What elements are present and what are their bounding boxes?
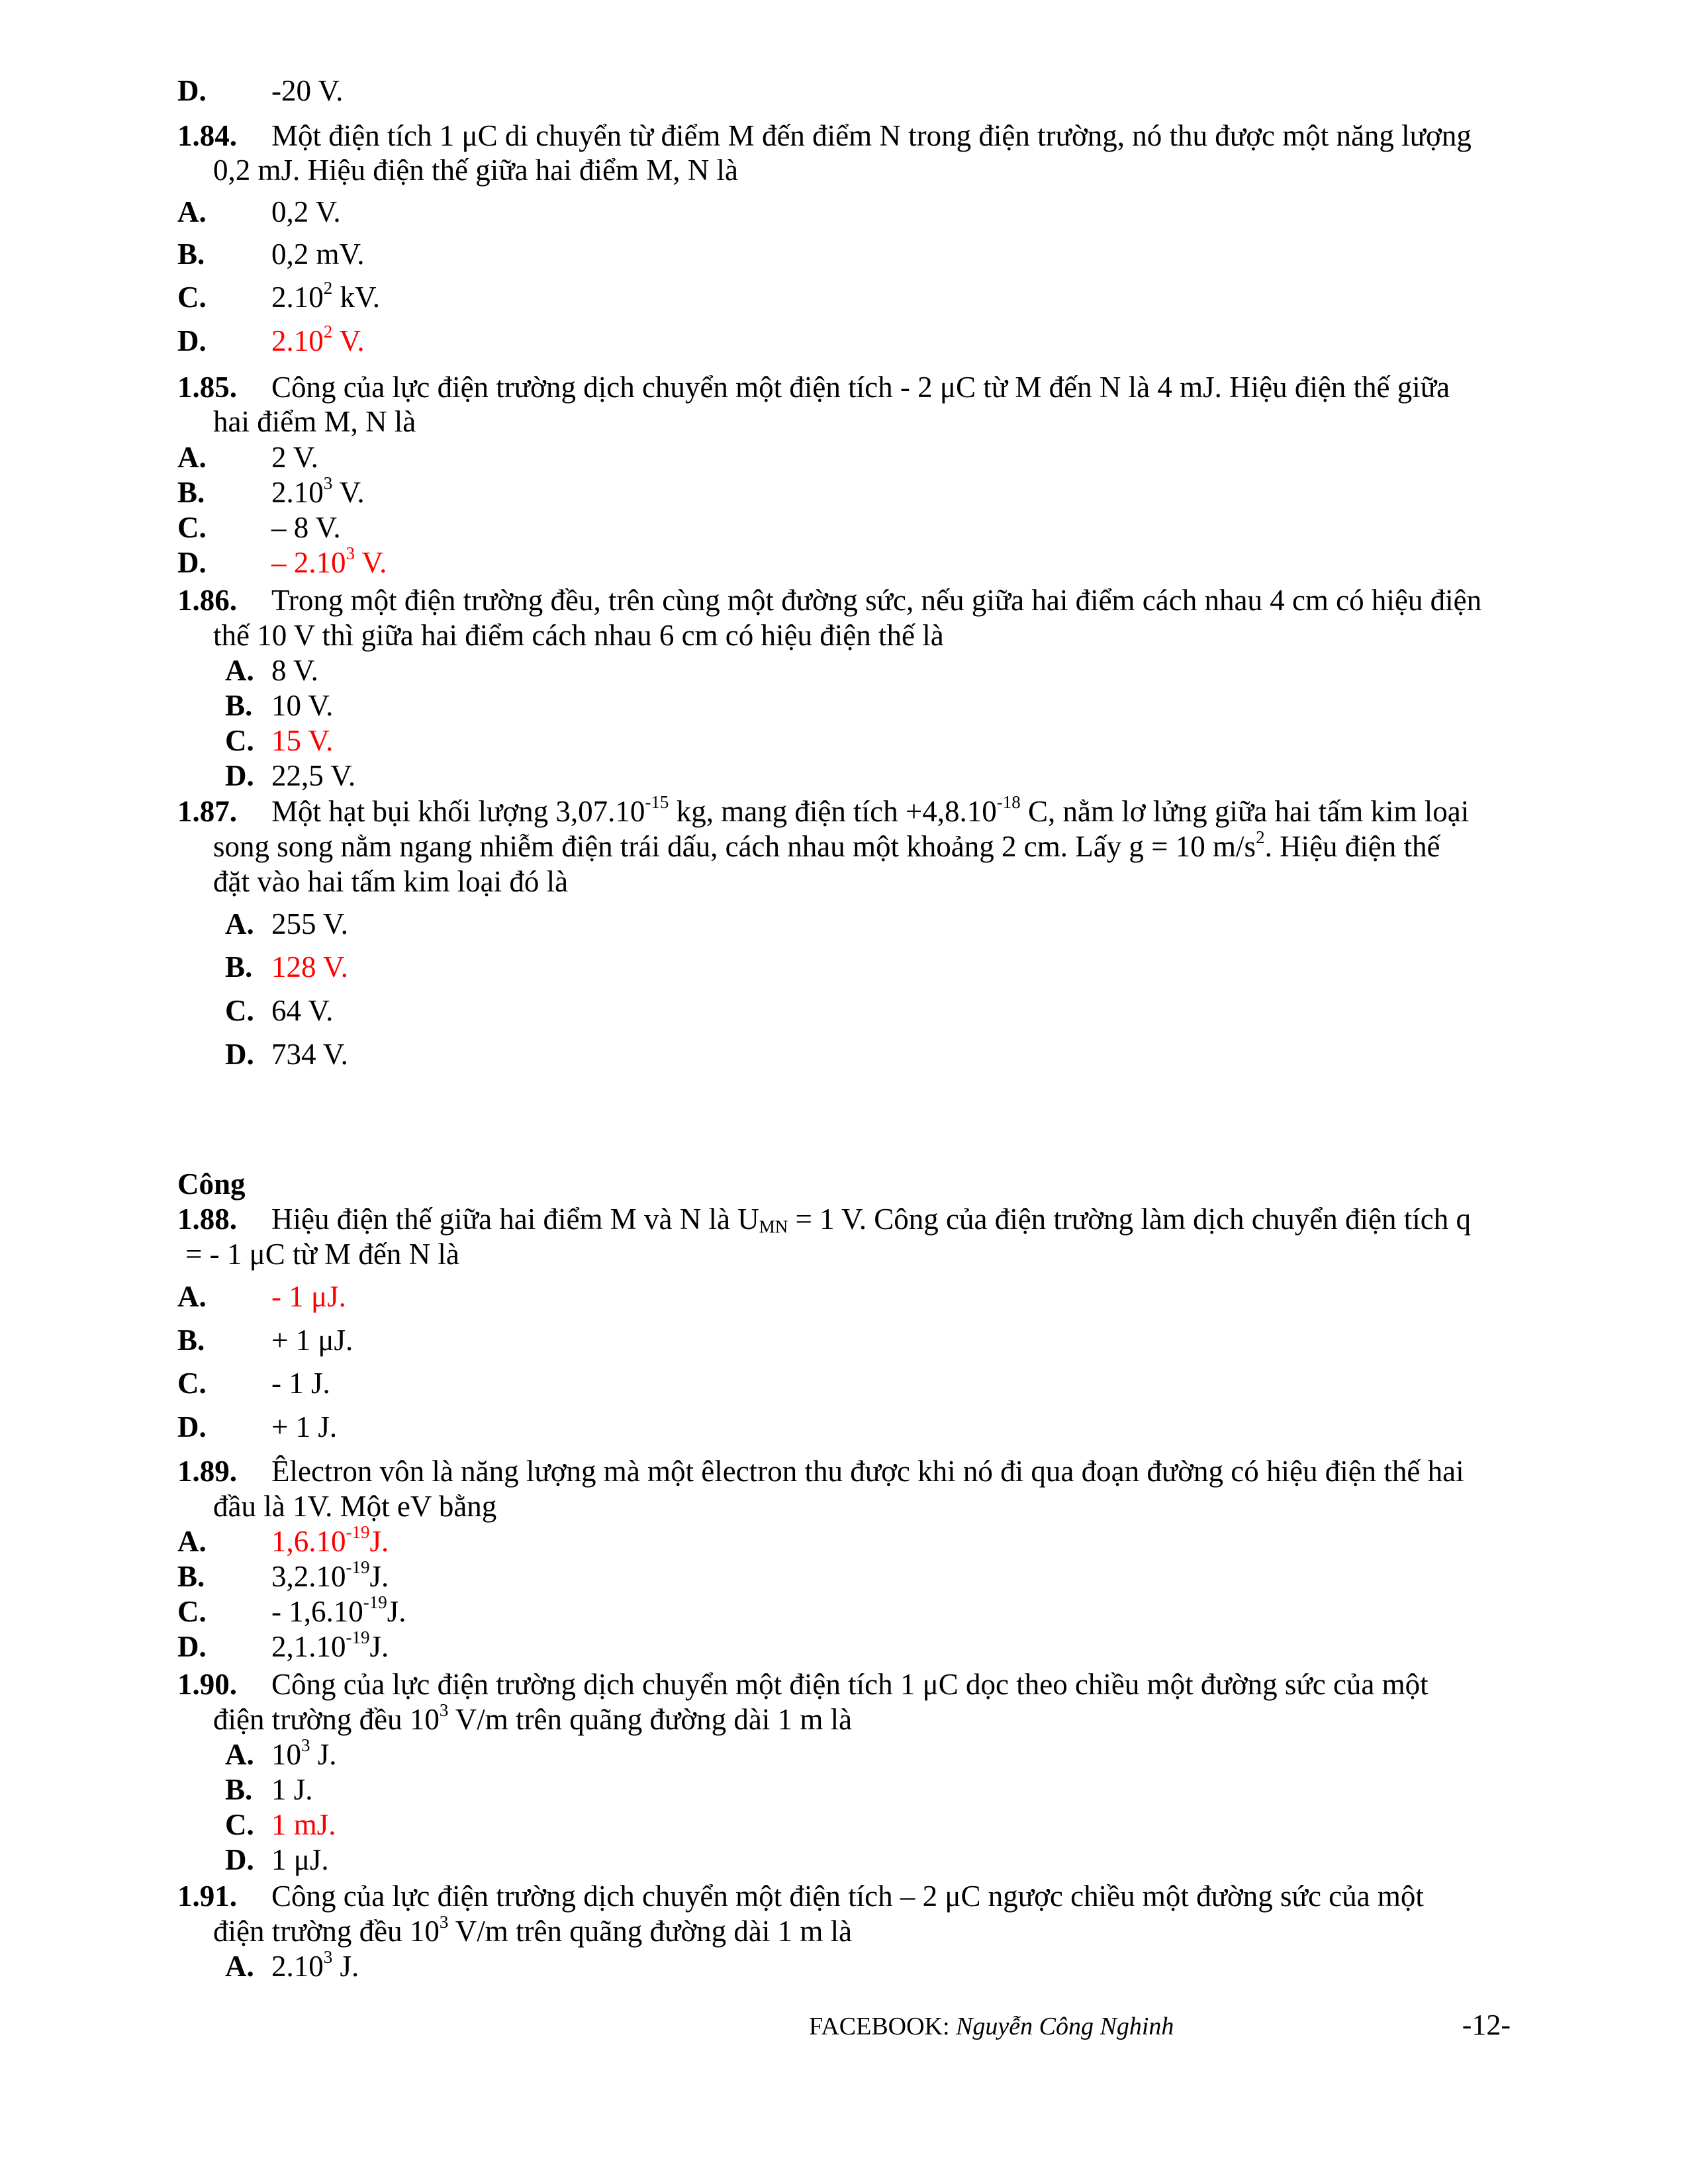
option-c: C. – 8 V. — [177, 511, 341, 544]
option-d: D. 2.10$^2$ V. — [177, 321, 365, 357]
question-stem-cont: đặt vào hai tấm kim loại đó là — [213, 865, 569, 898]
correct-answer: 2.10$^2$ V. — [271, 321, 365, 357]
correct-answer: 15 V. — [271, 724, 334, 757]
page-footer — [809, 2011, 1174, 2042]
correct-answer: $1,6.10^{-19}J$. — [271, 1522, 389, 1558]
question-stem-cont: = - 1 μC từ M đến N là — [185, 1238, 459, 1271]
option-b: B. + 1 μJ. — [177, 1324, 353, 1357]
option-b: B. 10 V. — [225, 689, 334, 722]
question-stem-cont: song song nằm ngang nhiễm điện trái dấu, cách nhau một khoảng 2 cm. Lấy g = 10 $m/s^2$. Hiệu điện thế — [213, 827, 1440, 863]
option-b: B. 128 V. — [225, 950, 348, 983]
question-stem: 1.89. Êlectron vôn là năng lượng mà một êlectron thu được khi nó đi qua đoạn đường có hiệu điện thế hai — [177, 1455, 1464, 1488]
option-a: A. 0,2 V. — [177, 195, 341, 228]
question-stem-cont: thế 10 V thì giữa hai điểm cách nhau 6 cm có hiệu điện thế là — [213, 619, 944, 652]
option-c: C. - $1,6.10^{-19}J$. — [177, 1592, 406, 1628]
option-d: D. -20 V. — [177, 74, 344, 107]
option-c: C. - 1 J. — [177, 1367, 330, 1400]
option-a: A. 2 V. — [177, 441, 318, 474]
section-title: Công — [177, 1167, 246, 1201]
footer-author: Nguyễn Công Nghinh — [956, 2013, 1174, 2040]
question-stem-cont: điện trường đều $10^3$ V/m trên quãng đường dài 1 m là — [213, 1700, 853, 1736]
option-c: C. 64 V. — [225, 994, 334, 1027]
question-stem: 1.87. Một hạt bụi khối lượng $3,07.10^{-15}$ kg, mang điện tích $+4,8.10^{-18}$ C, nằm lơ lửng giữa hai tấm kim loại — [177, 792, 1470, 828]
correct-answer: – 2.10$^3$ V. — [271, 543, 387, 579]
question-stem-cont: đầu là 1V. Một eV bằng — [213, 1490, 497, 1523]
option-b: B. 2.10$^3$ V. — [177, 473, 365, 509]
option-b: B. 1 J. — [225, 1773, 313, 1806]
question-stem-cont: điện trường đều $10^3$ V/m trên quãng đường dài 1 m là — [213, 1911, 853, 1948]
option-d: D. $2,1.10^{-19}J$. — [177, 1627, 389, 1663]
correct-answer: 128 V. — [271, 950, 348, 983]
question-stem: 1.90. Công của lực điện trường dịch chuyển một điện tích 1 μC dọc theo chiều một đường sức của một — [177, 1668, 1429, 1701]
page-number: -12- — [1462, 2009, 1511, 2041]
option-a: A. - 1 μJ. — [177, 1280, 346, 1313]
footer-label: FACEBOOK: — [809, 2013, 950, 2040]
option-a: A. 2.10$^3$ J. — [225, 1946, 359, 1983]
option-c: C. 1 mJ. — [225, 1808, 336, 1841]
option-b: B. $3,2.10^{-19}J$. — [177, 1557, 389, 1593]
correct-answer: - 1 μJ. — [271, 1280, 346, 1313]
question-stem: 1.86. Trong một điện trường đều, trên cùng một đường sức, nếu giữa hai điểm cách nhau 4 cm có hiệu điện — [177, 584, 1482, 617]
option-d: D. 22,5 V. — [225, 759, 356, 792]
correct-answer: 1 mJ. — [271, 1808, 336, 1841]
option-d: D. 1 μJ. — [225, 1843, 329, 1876]
question-stem: 1.85. Công của lực điện trường dịch chuyển một điện tích - 2 μC từ M đến N là 4 mJ. Hiệu điện thế giữa — [177, 371, 1450, 404]
question-stem: 1.91. Công của lực điện trường dịch chuyển một điện tích – 2 μC ngược chiều một đường sức của một — [177, 1880, 1424, 1913]
question-stem: 1.88. Hiệu điện thế giữa hai điểm M và N là $U_{MN} = 1$ V. Công của điện trường làm dịch chuyển điện tích q — [177, 1203, 1471, 1237]
question-stem-cont: hai điểm M, N là — [213, 405, 416, 438]
option-c: C. 2.10$^2$ kV. — [177, 277, 380, 314]
option-b: B. 0,2 mV. — [177, 238, 365, 271]
option-a: A. $10^3$ J. — [225, 1735, 337, 1771]
option-a: A. 255 V. — [225, 907, 348, 940]
option-d: D. 734 V. — [225, 1038, 348, 1071]
question-stem-cont: 0,2 mJ. Hiệu điện thế giữa hai điểm M, N là — [213, 154, 738, 187]
option-a: A. $1,6.10^{-19}J$. — [177, 1522, 389, 1558]
option-d: D. – 2.10$^3$ V. — [177, 543, 387, 579]
option-a: A. 8 V. — [225, 654, 318, 687]
question-stem: 1.84. Một điện tích 1 μC di chuyển từ điểm M đến điểm N trong điện trường, nó thu được một năng lượng — [177, 119, 1472, 152]
option-c: C. 15 V. — [225, 724, 334, 757]
option-d: D. + 1 J. — [177, 1410, 338, 1443]
